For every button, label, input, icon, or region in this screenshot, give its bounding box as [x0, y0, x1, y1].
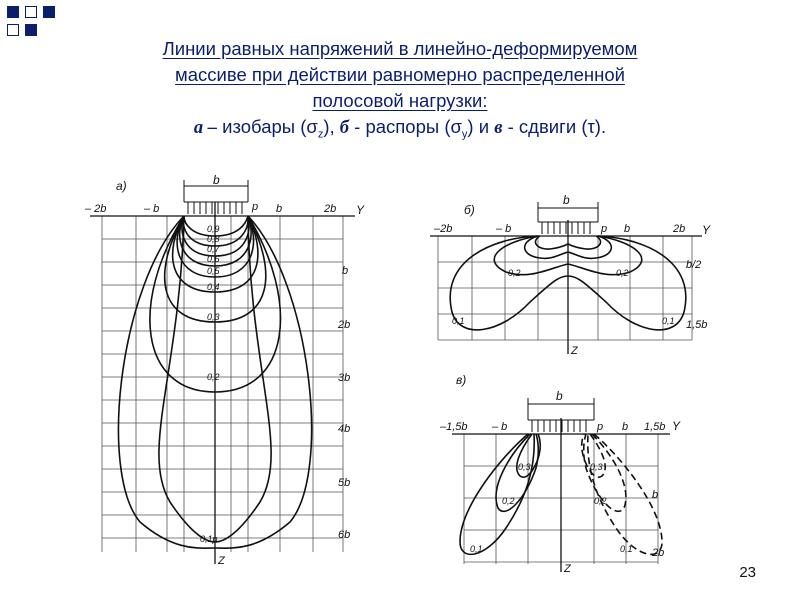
figure-a-isobar-labels: [200, 224, 221, 544]
figure-c-right-label-2: 2b: [652, 547, 665, 559]
isobar-label-0-5: 0,5: [207, 266, 220, 276]
figure-c-contour-labels: [470, 462, 633, 554]
title-line-3: полосовой нагрузки:: [312, 90, 488, 111]
figure-b-top-label-2: – b: [496, 223, 512, 235]
figure-a-top-label-1: – 2b: [85, 203, 107, 215]
isobar-label-0-9: 0,9: [207, 224, 220, 234]
figure-a-isobars: [80, 172, 380, 570]
figure-b-top-label-1: –2b: [434, 223, 453, 235]
figure-c-axis-z: Z: [564, 563, 571, 574]
text-b: - распоры (σ: [349, 116, 462, 137]
figure-c-load-label: p: [597, 421, 604, 433]
figure-a-right-label-5: 5b: [338, 477, 351, 489]
figure-b-right-label-2: 1,5b: [686, 319, 708, 331]
isobar-label-0-8: 0,8: [207, 234, 220, 244]
figure-a-right-label-4: 4b: [338, 423, 351, 435]
figure-a-top-label-4: 2b: [324, 203, 337, 215]
sub-z: z: [317, 128, 324, 141]
title-line-1: Линии равных напряжений в линейно-деформируемом: [162, 38, 638, 59]
isobar-label-0-4: 0,4: [207, 282, 220, 292]
figure-c-shear: [440, 368, 700, 574]
shear-label-right-0-2: 0,2: [594, 496, 607, 506]
isobar-label-0-7: 0,7: [207, 244, 220, 254]
figure-a-panel-label: а): [116, 179, 127, 193]
spread-label-2: 0,2: [616, 268, 629, 278]
title-line-4: [0, 114, 800, 148]
figure-a-grid: [102, 216, 343, 552]
sep-1: ),: [323, 116, 340, 137]
sep-2: ) и: [467, 116, 495, 137]
figure-a-axis-z: Z: [218, 555, 225, 567]
shear-label-right-0-1: 0,1: [620, 544, 633, 554]
text-c: - сдвиги (τ).: [502, 116, 607, 137]
figure-c-top-label-3: b: [622, 421, 629, 433]
figure-b-right-label-1: b/2: [686, 259, 702, 271]
spread-label-4: 0,1: [662, 316, 675, 326]
figure-a-right-label-1: b: [342, 265, 349, 277]
slide-title: [0, 36, 800, 148]
figure-c-right-label-1: b: [652, 489, 659, 501]
sub-y: y: [461, 128, 468, 141]
figure-c-top-label-1: –1,5b: [440, 421, 468, 433]
shear-label-left-0-1: 0,1: [470, 544, 483, 554]
decor-square-5: [25, 24, 37, 36]
figure-b-spreads: [430, 172, 730, 362]
figure-c-top-label-4: 1,5b: [644, 421, 666, 433]
label-a: а –: [193, 118, 218, 138]
figure-a-load-label: p: [252, 201, 259, 213]
decor-square-4: [7, 24, 19, 36]
figure-a-right-label-2: 2b: [338, 319, 351, 331]
label-b: б: [339, 118, 350, 138]
figure-a-axis-y: Y: [356, 203, 365, 217]
shear-right-0-1: [588, 434, 662, 554]
spread-label-3: 0,1: [452, 316, 465, 326]
figure-b-panel-label: б): [464, 203, 475, 217]
spread-label-1: 0,2: [508, 268, 521, 278]
figure-a-top-label-3: b: [276, 203, 283, 215]
figure-a-width-label: b: [213, 173, 220, 187]
figure-a-top-label-2: – b: [144, 203, 160, 215]
figure-b-axis-y: Y: [702, 223, 711, 237]
figure-b-width-label: b: [563, 193, 570, 207]
figure-a-right-label-3: 3b: [338, 372, 351, 384]
figure-c-axis-y: Y: [672, 419, 681, 433]
decor-square-1: [7, 6, 19, 18]
title-line-2: массиве при действии равномерно распределенной: [175, 64, 625, 85]
figure-c-width-label: b: [556, 389, 563, 403]
isobar-label-0-2: 0,2: [207, 372, 220, 382]
text-a: изобары (σ: [217, 116, 318, 137]
shear-label-left-0-3: 0,3: [518, 462, 531, 472]
figure-b-top-label-4: 2b: [673, 223, 686, 235]
isobar-label-0-3: 0,3: [207, 312, 220, 322]
shear-label-right-0-3: 0,3: [590, 462, 603, 472]
shear-label-left-0-2: 0,2: [502, 496, 515, 506]
figure-c-top-label-2: – b: [492, 421, 508, 433]
figure-b-load-label: p: [601, 223, 608, 235]
isobar-label-0-1p: 0,1p: [200, 534, 218, 544]
decor-square-2: [25, 6, 37, 18]
figure-c-panel-label: в): [456, 373, 467, 387]
figure-a-right-label-6: 6b: [338, 529, 351, 541]
page-number: 23: [739, 564, 756, 581]
figure-b-top-label-3: b: [624, 223, 631, 235]
label-c: в: [494, 118, 503, 138]
figure-b-grid: [438, 236, 692, 340]
decor-square-3: [43, 6, 55, 18]
isobar-label-0-6: 0,6: [207, 254, 220, 264]
figure-b-axis-z: Z: [571, 345, 578, 357]
